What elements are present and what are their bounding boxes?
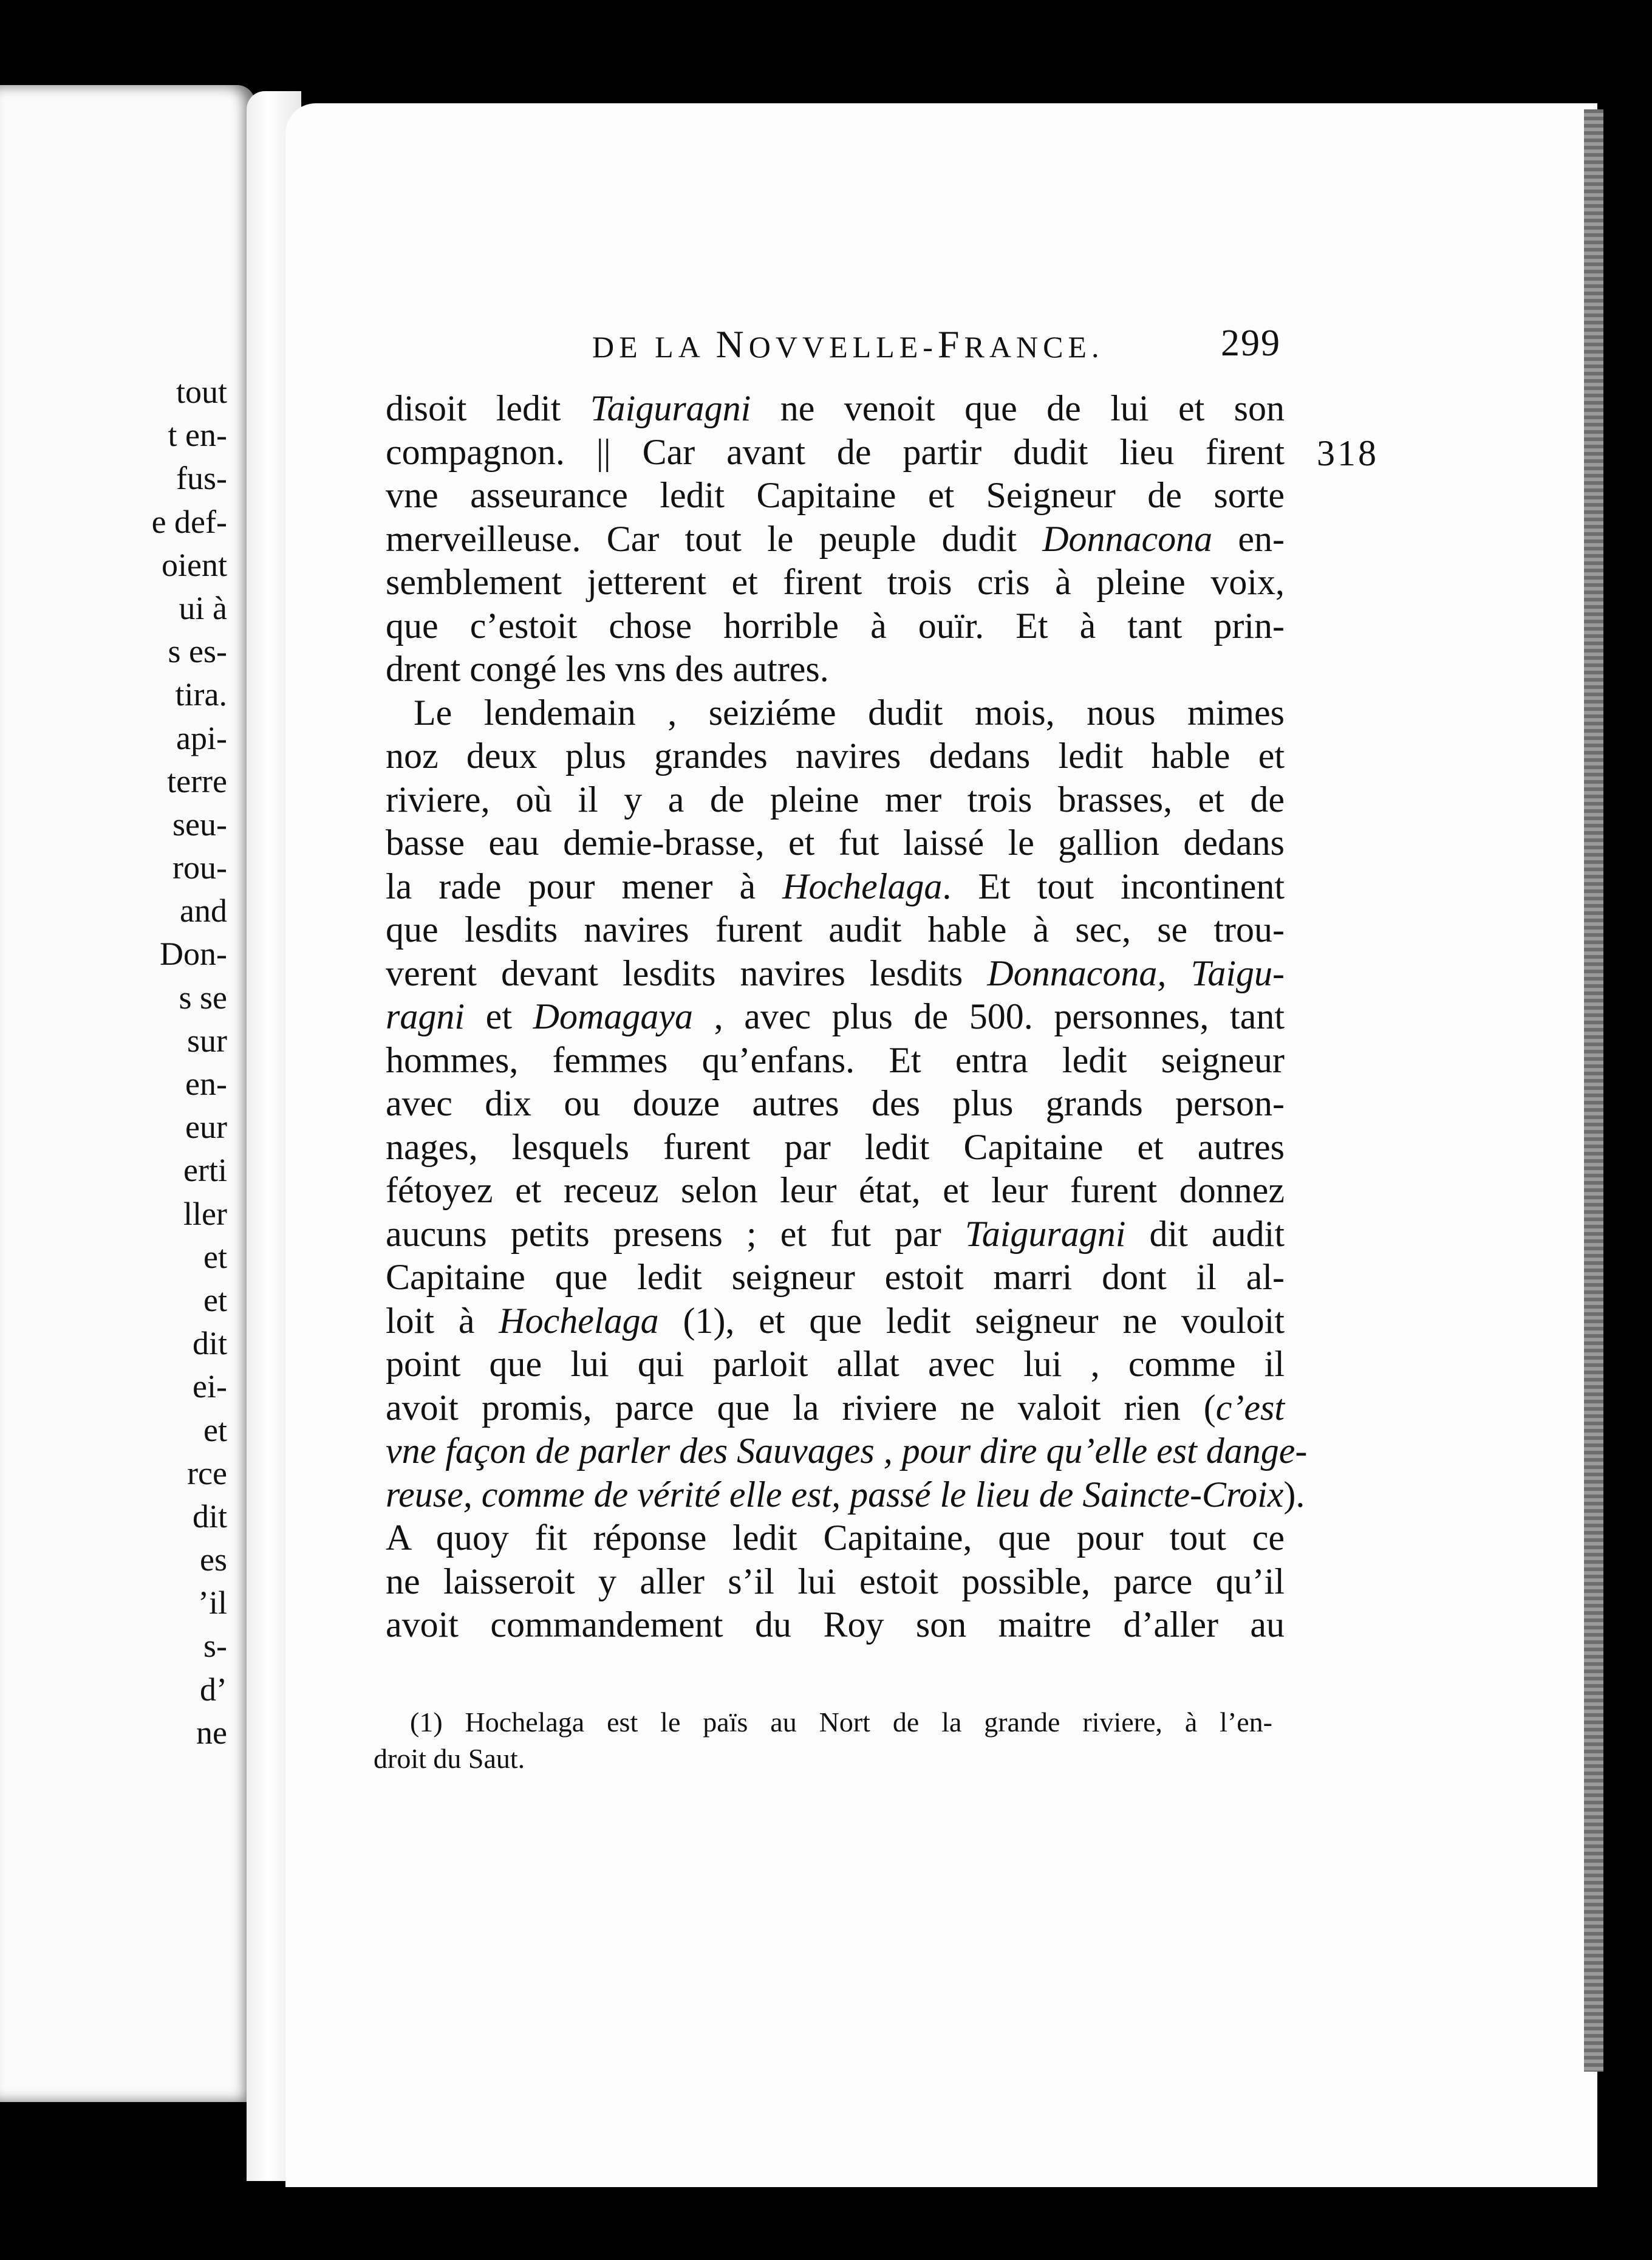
text-line: merveilleuse. Car tout le peuple dudit Donnacona en-	[386, 518, 1285, 559]
text-line: reuse, comme de vérité elle est, passé le lieu de Saincte-Croix).	[386, 1474, 1305, 1515]
text-line: verent devant lesdits navires lesdits Donnacona, Taigu-	[386, 953, 1285, 993]
text-line: hommes, femmes qu’enfans. Et entra ledit seigneur	[386, 1039, 1285, 1080]
footnote-line: droit du Saut.	[374, 1743, 525, 1774]
facing-page-line: t en-	[168, 417, 227, 454]
facing-page-line: eur	[185, 1109, 227, 1146]
facing-page-line: s es-	[168, 633, 227, 670]
text-line: Le lendemain , seiziéme dudit mois, nous mimes	[414, 692, 1285, 733]
facing-page-line: s se	[179, 979, 227, 1016]
facing-page-line: et	[203, 1281, 227, 1318]
text-line: semblement jetterent et firent trois cris à pleine voix,	[386, 562, 1285, 602]
facing-page-line: e def-	[151, 503, 227, 540]
text-line: que c’estoit chose horrible à ouïr. Et à tant prin-	[386, 605, 1285, 646]
facing-page-line: tout	[176, 374, 227, 410]
text-line: ragni et Domagaya , avec plus de 500. personnes, tant	[386, 996, 1285, 1036]
facing-page-line: erti	[183, 1152, 227, 1189]
text-line: point que lui qui parloit allat avec lui , comme il	[386, 1344, 1285, 1384]
page-stack-edge	[1584, 109, 1603, 2072]
text-line: avoit commandement du Roy son maitre d’aller au	[386, 1604, 1285, 1645]
facing-page-line: sur	[187, 1022, 227, 1059]
facing-page-line: dit	[192, 1325, 227, 1362]
text-line: aucuns petits presens ; et fut par Taiguragni dit audit	[386, 1213, 1285, 1254]
margin-page-reference: 318	[1317, 433, 1379, 473]
facing-page-line: api-	[176, 719, 227, 756]
facing-page-line: d’	[200, 1671, 227, 1708]
facing-page-line: ller	[183, 1195, 227, 1232]
text-line: vne asseurance ledit Capitaine et Seigneur de sorte	[386, 475, 1285, 515]
facing-page-line: Don-	[160, 936, 227, 973]
facing-page-line: dit	[192, 1498, 227, 1535]
facing-page-line: and	[180, 892, 227, 930]
facing-page-line: fus-	[176, 460, 227, 497]
facing-page-line: et	[203, 1238, 227, 1275]
text-line: avoit promis, parce que la riviere ne valoit rien (c’est	[386, 1387, 1285, 1428]
text-line: Capitaine que ledit seigneur estoit marri dont il al-	[386, 1257, 1285, 1297]
facing-page-text	[81, 371, 227, 1755]
text-line: compagnon. || Car avant de partir dudit lieu firent	[386, 431, 1285, 472]
text-line: vne façon de parler des Sauvages , pour dire qu’elle est dange-	[386, 1431, 1308, 1471]
facing-page-line: tira.	[175, 676, 227, 713]
text-line: fétoyez et receuz selon leur état, et leur furent donnez	[386, 1170, 1285, 1210]
facing-page-line: rce	[187, 1454, 227, 1491]
text-line: que lesdits navires furent audit hable à sec, se trou-	[386, 909, 1285, 950]
body-text	[386, 387, 1308, 1647]
facing-page-line: es	[200, 1541, 227, 1578]
text-line: la rade pour mener à Hochelaga. Et tout incontinent	[386, 866, 1285, 906]
text-line: ne laisseroit y aller s’il lui estoit possible, parce qu’il	[386, 1561, 1285, 1601]
facing-page	[0, 85, 255, 2102]
facing-page-line: oient	[162, 546, 227, 583]
running-head: DE LA NOVVELLE-FRANCE.	[592, 323, 1104, 366]
text-line: loit à Hochelaga (1), et que ledit seigneur ne vouloit	[386, 1300, 1285, 1341]
footnote	[374, 1704, 1272, 1777]
text-line: A quoy fit réponse ledit Capitaine, que pour tout ce	[386, 1518, 1285, 1558]
facing-page-line: ne	[196, 1714, 227, 1751]
facing-page-line: ei-	[193, 1368, 227, 1405]
text-line: riviere, où il y a de pleine mer trois brasses, et de	[386, 779, 1285, 820]
facing-page-line: s-	[203, 1628, 227, 1665]
text-line: disoit ledit Taiguragni ne venoit que de lui et son	[386, 388, 1285, 428]
facing-page-line: ui à	[179, 589, 227, 626]
text-line: drent congé les vns des autres.	[386, 649, 829, 689]
page-break-marker: ||	[596, 431, 611, 472]
footnote-line: (1) Hochelaga est le païs au Nort de la grande riviere, à l’en-	[410, 1707, 1272, 1738]
facing-page-line: terre	[167, 762, 227, 800]
facing-page-line: rou-	[172, 849, 227, 886]
facing-page-line: et	[203, 1411, 227, 1448]
facing-page-line: seu-	[172, 806, 227, 843]
text-line: noz deux plus grandes navires dedans ledit hable et	[386, 736, 1285, 776]
facing-page-line: ’il	[198, 1584, 227, 1621]
facing-page-line: en-	[185, 1066, 227, 1102]
text-line: avec dix ou douze autres des plus grands person-	[386, 1083, 1285, 1123]
text-line: basse eau demie-brasse, et fut laissé le gallion dedans	[386, 823, 1285, 863]
text-line: nages, lesquels furent par ledit Capitaine et autres	[386, 1126, 1285, 1167]
page-number: 299	[1221, 323, 1281, 364]
